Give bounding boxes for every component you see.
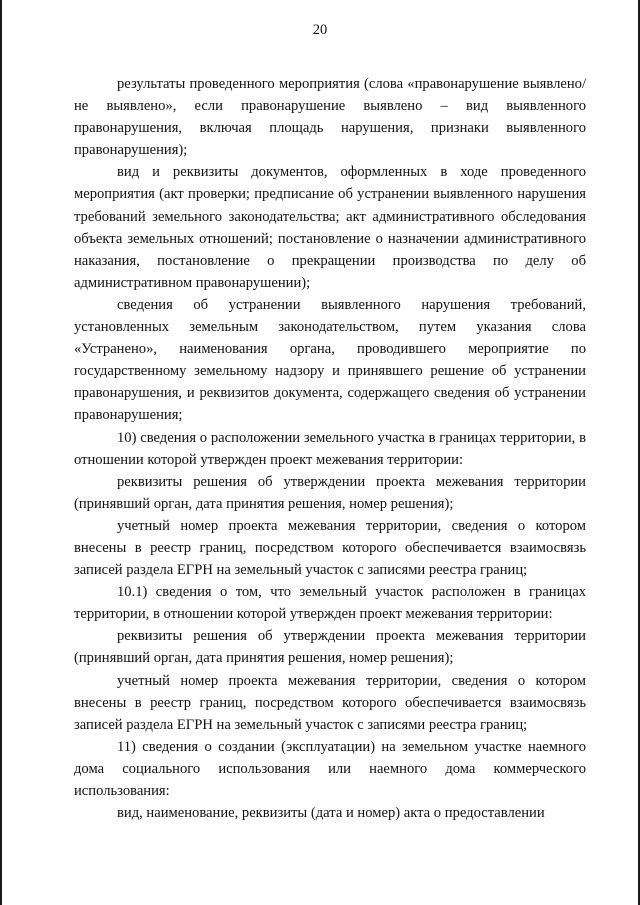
paragraph-violation-results: результаты проведенного мероприятия (слова «правонарушение выявлено/не выявлено», если правонарушение выявлено – вид выявленного правонарушения, включая площадь нарушения, признаки выявленного правонарушения);: [74, 76, 586, 159]
paragraph-elimination-info: сведения об устранении выявленного нарушения требований, установленных земельным законодательством, путем указания слова «Устранено», наименования органа, проводившего мероприятие по государственному земельному надзору и принявшего решение об устранении правонарушения, и реквизитов документа, содержащего сведения об устранении правонарушения;: [74, 296, 586, 424]
page-number: 20: [312, 22, 328, 38]
paragraph-document-types: вид и реквизиты документов, оформленных в ходе проведенного мероприятия (акт проверки; предписание об устранении выявленного нарушения требований земельного законодательства; акт административного обследования объекта земельных отношений; постановление о назначении административного наказания, постановление о прекращении производства по делу об административном правонарушении);: [74, 164, 586, 291]
document-body: [74, 73, 586, 824]
paragraph-approval-details: реквизиты решения об утверждении проекта межевания территории (принявший орган, дата принятия решения, номер решения);: [74, 473, 586, 512]
scan-edge-left: [0, 0, 2, 905]
paragraph-registry-number-2: учетный номер проекта межевания территории, сведения о котором внесены в реестр границ, посредством которого обеспечивается взаимосвязь записей раздела ЕГРН на земельный участок с записями реестра границ;: [74, 672, 586, 733]
paragraph-item-10: 10) сведения о расположении земельного участка в границах территории, в отношении которой утвержден проект межевания территории:: [74, 429, 586, 468]
paragraph-approval-details-2: реквизиты решения об утверждении проекта межевания территории (принявший орган, дата принятия решения, номер решения);: [74, 628, 586, 667]
paragraph-item-11: 11) сведения о создании (эксплуатации) на земельном участке наемного дома социального использования или наемного дома коммерческого использования:: [74, 738, 586, 799]
paragraph-registry-number: учетный номер проекта межевания территории, сведения о котором внесены в реестр границ, посредством которого обеспечивается взаимосвязь записей раздела ЕГРН на земельный участок с записями реестра границ;: [74, 517, 586, 579]
paragraph-item-10-1: 10.1) сведения о том, что земельный участок расположен в границах территории, в отношении которой утвержден проект межевания территории:: [74, 584, 586, 623]
paragraph-act-details: вид, наименование, реквизиты (дата и номер) акта о предоставлении: [117, 805, 545, 822]
